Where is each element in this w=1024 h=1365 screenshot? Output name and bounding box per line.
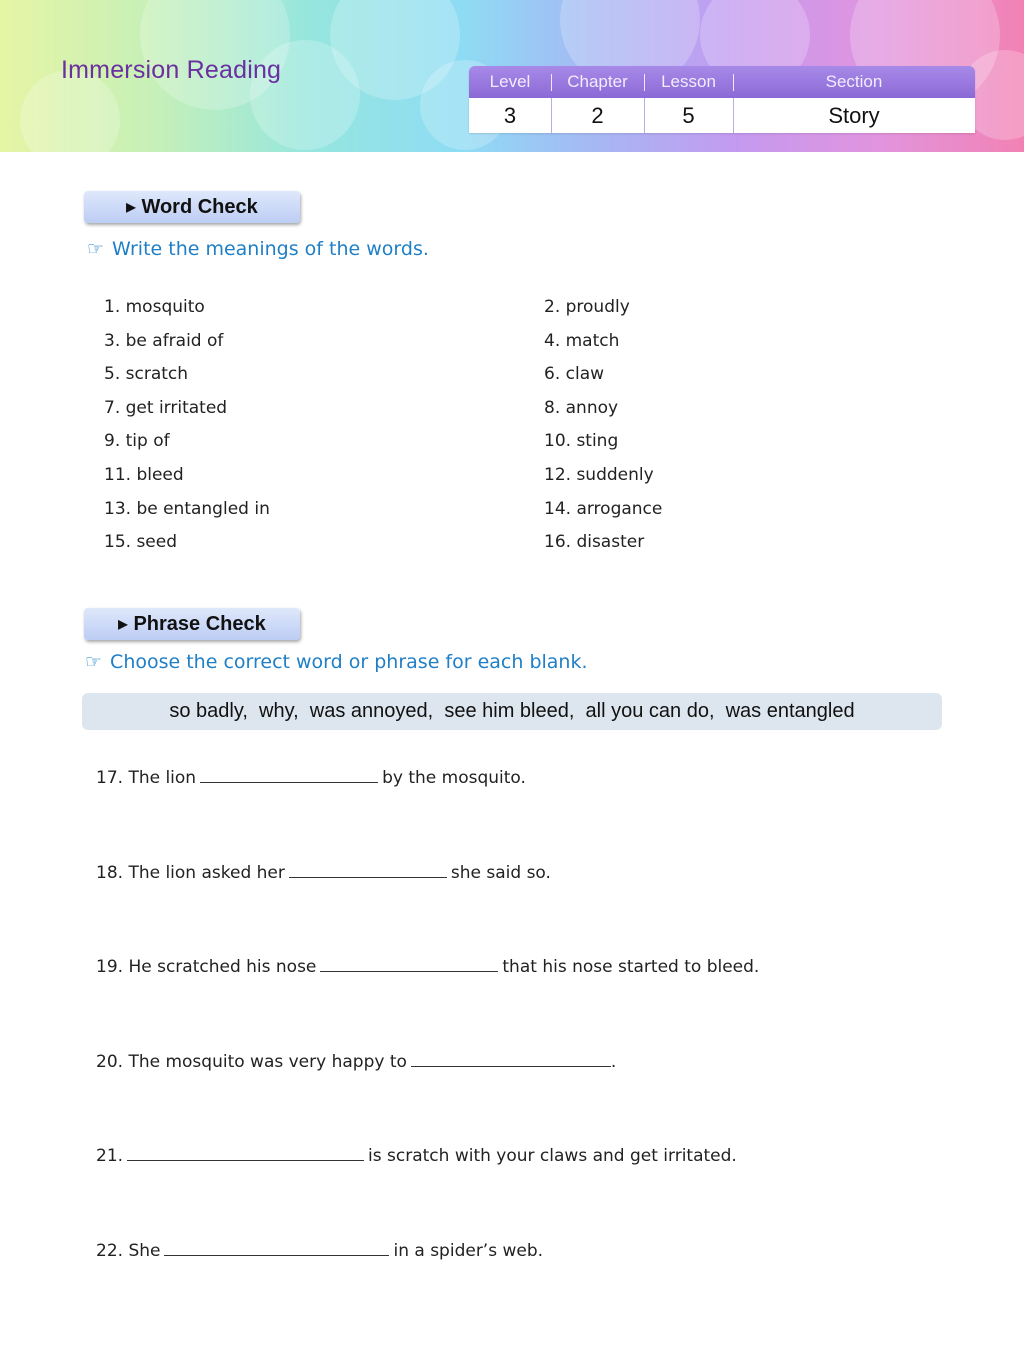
sentence-text-before: 17. The lion [96, 768, 197, 788]
sentence-text-after: in a spider’s web. [393, 1241, 544, 1261]
answer-blank[interactable] [320, 955, 498, 972]
word-item: 11. bleed [104, 465, 184, 485]
phrase-check-button[interactable] [84, 608, 300, 640]
sentence-text-after: she said so. [450, 863, 551, 883]
sentence-22 [96, 1239, 543, 1261]
word-item: 2. proudly [544, 297, 630, 317]
sentence-text-before: 18. The lion asked her [96, 863, 285, 883]
word-item: 6. claw [544, 364, 605, 384]
chapter-value: 2 [591, 103, 604, 128]
sentence-text-before: 22. She [96, 1241, 161, 1261]
play-triangle-icon: ▶ [126, 200, 136, 214]
word-item: 14. arrogance [544, 499, 663, 519]
level-value: 3 [503, 103, 517, 128]
level-header: Level [489, 72, 531, 91]
phrase-check-instruction [85, 651, 588, 673]
word-item: 12. suddenly [544, 465, 654, 485]
answer-blank[interactable] [164, 1239, 389, 1256]
section-value: Story [828, 103, 880, 128]
sentence-21 [96, 1144, 737, 1166]
sentence-text-before: 20. The mosquito was very happy to [96, 1052, 407, 1072]
word-check-label: Word Check [141, 196, 258, 218]
pointing-hand-icon: ☞ [87, 238, 105, 260]
sentence-text-after: that his nose started to bleed. [502, 957, 760, 977]
word-item: 13. be entangled in [104, 499, 270, 519]
word-item: 15. seed [104, 532, 178, 552]
answer-blank[interactable] [411, 1050, 611, 1067]
sentence-text-before: 21. [96, 1146, 124, 1166]
brand-title: Immersion Reading [61, 56, 282, 84]
sentence-text-after: is scratch with your claws and get irritated. [368, 1146, 737, 1166]
lesson-header: Lesson [661, 72, 716, 91]
word-item: 3. be afraid of [104, 331, 224, 351]
lesson-info-values [469, 98, 975, 133]
word-item: 9. tip of [104, 431, 170, 451]
chapter-header: Chapter [567, 72, 628, 91]
word-bank: so badly, why, was annoyed, see him bleed, all you can do, was entangled [82, 693, 942, 730]
play-triangle-icon: ▶ [118, 617, 128, 631]
header-banner [0, 0, 1024, 152]
word-item: 10. sting [544, 431, 619, 451]
answer-blank[interactable] [289, 861, 447, 878]
lesson-info-header [469, 66, 975, 98]
sentence-18 [96, 861, 551, 883]
word-check-instruction [87, 238, 429, 260]
sentence-text-after: . [610, 1052, 617, 1072]
answer-blank[interactable] [200, 766, 378, 783]
word-item: 4. match [544, 331, 620, 351]
sentence-19 [96, 955, 759, 977]
word-item: 8. annoy [544, 398, 619, 418]
word-item: 16. disaster [544, 532, 645, 552]
word-check-button[interactable] [84, 191, 300, 223]
word-item: 1. mosquito [104, 297, 205, 317]
section-header: Section [825, 72, 883, 91]
sentence-text-before: 19. He scratched his nose [96, 957, 317, 977]
lesson-info-table [469, 66, 975, 133]
pointing-hand-icon: ☞ [85, 651, 103, 673]
phrase-check-instruction-text: Choose the correct word or phrase for each blank. [110, 651, 588, 673]
word-item: 7. get irritated [104, 398, 228, 418]
word-item: 5. scratch [104, 364, 189, 384]
sentence-text-after: by the mosquito. [382, 768, 526, 788]
lesson-value: 5 [682, 103, 695, 128]
sentence-17 [96, 766, 526, 788]
answer-blank[interactable] [127, 1144, 364, 1161]
phrase-check-label: Phrase Check [133, 613, 266, 635]
sentence-20 [96, 1050, 616, 1072]
word-check-instruction-text: Write the meanings of the words. [112, 238, 429, 260]
